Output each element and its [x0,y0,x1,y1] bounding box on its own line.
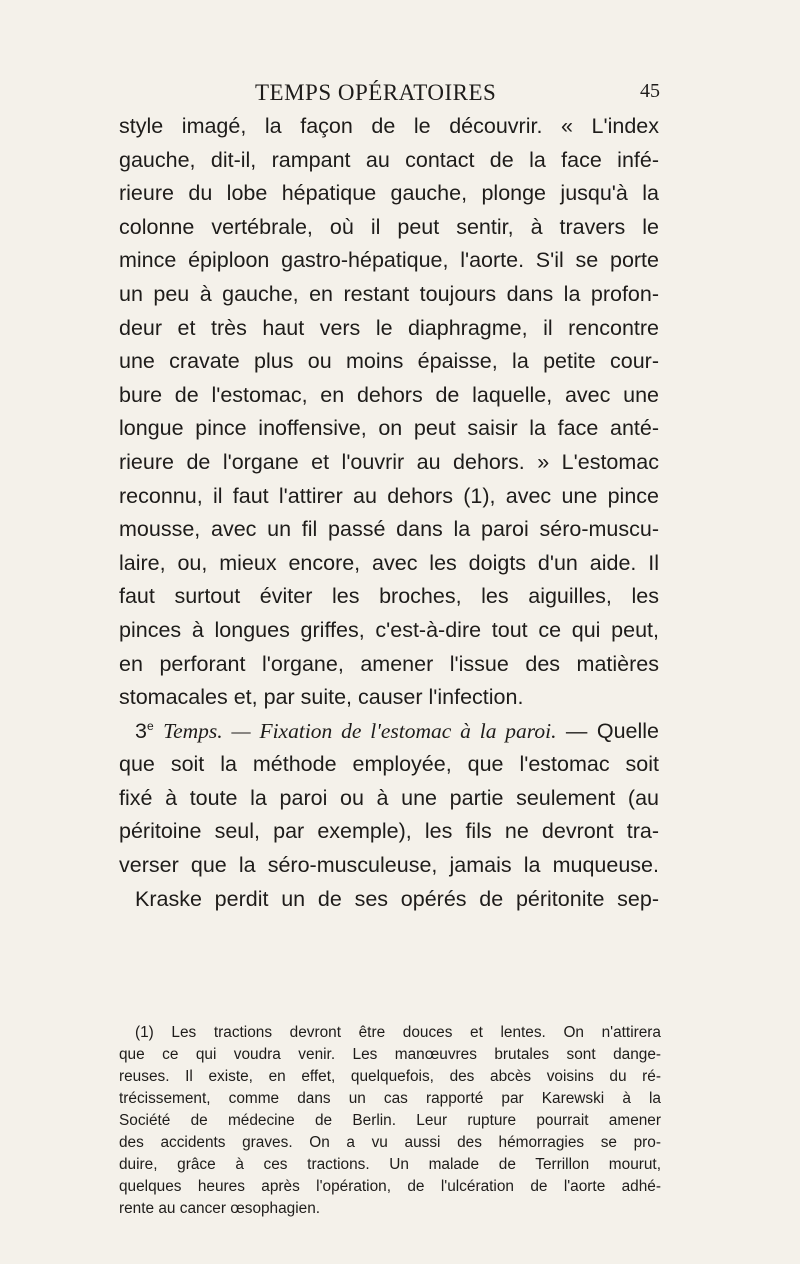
body-text [119,110,659,916]
footnote-line: rente au cancer œsophagien. [119,1200,321,1217]
section-first-line-rest: — Quelle [556,718,659,743]
text-line: rieure de l'organe et l'ouvrir au dehors. » L'estomac [119,449,659,474]
footnote-line: des accidents graves. On a vu aussi des hémorragies se pro- [119,1134,661,1151]
text-line: deur et très haut vers le diaphragme, il rencontre [119,315,659,340]
text-line: reconnu, il faut l'attirer au dehors (1), avec une pince [119,483,659,508]
footnote-line: que ce qui voudra venir. Les manœuvres brutales sont dange- [119,1046,661,1063]
text-line: stomacales et, par suite, causer l'infection. [119,685,524,710]
footnote [119,1022,661,1220]
text-line: rieure du lobe hépatique gauche, plonge jusqu'à la [119,181,659,206]
text-line: pinces à longues griffes, c'est-à-dire tout ce qui peut, [119,617,659,642]
text-line: longue pince inoffensive, on peut saisir la face anté- [119,416,659,441]
text-line: bure de l'estomac, en dehors de laquelle, avec une [119,382,659,407]
text-line: Kraske perdit un de ses opérés de péritonite sep- [135,886,659,911]
text-line: colonne vertébrale, où il peut sentir, à travers le [119,214,659,239]
section-number: 3 [135,718,147,743]
text-line: fixé à toute la paroi ou à une partie seulement (au [119,785,659,810]
text-line: gauche, dit-il, rampant au contact de la face infé- [119,147,659,172]
text-line: mousse, avec un fil passé dans la paroi séro-muscu- [119,517,659,542]
text-line: un peu à gauche, en restant toujours dans la profon- [119,281,659,306]
running-title: TEMPS OPÉRATOIRES [255,80,497,105]
text-line: laire, ou, mieux encore, avec les doigts d'un aide. Il [119,550,659,575]
footnote-line: Société de médecine de Berlin. Leur rupture pourrait amener [119,1112,661,1129]
section-heading: Temps. — Fixation de l'estomac à la paroi. [163,718,557,743]
footnote-line: quelques heures après l'opération, de l'ulcération de l'aorte adhé- [119,1178,661,1195]
text-line: en perforant l'organe, amener l'issue des matières [119,651,659,676]
text-line: mince épiploon gastro-hépatique, l'aorte. S'il se porte [119,248,659,273]
footnote-line: (1) Les tractions devront être douces et lentes. On n'attirera [135,1024,661,1041]
section-superscript: e [146,718,154,733]
page-header [120,80,660,110]
footnote-line: duire, grâce à ces tractions. Un malade de Terrillon mourut, [119,1156,661,1173]
text-line: style imagé, la façon de le découvrir. « L'index [119,114,659,138]
footnote-line: reuses. Il existe, en effet, quelquefois, des abcès voisins du ré- [119,1068,661,1085]
text-line: faut surtout éviter les broches, les aiguilles, les [119,584,659,609]
text-line: que soit la méthode employée, que l'estomac soit [119,752,659,777]
footnote-line: trécissement, comme dans un cas rapporté par Karewski à la [119,1090,661,1107]
text-line: une cravate plus ou moins épaisse, la petite cour- [119,349,659,374]
text-line: verser que la séro-musculeuse, jamais la muqueuse. [119,853,659,878]
page-number: 45 [640,80,660,102]
text-line: péritoine seul, par exemple), les fils ne devront tra- [119,819,659,844]
section-heading-line [119,715,659,749]
